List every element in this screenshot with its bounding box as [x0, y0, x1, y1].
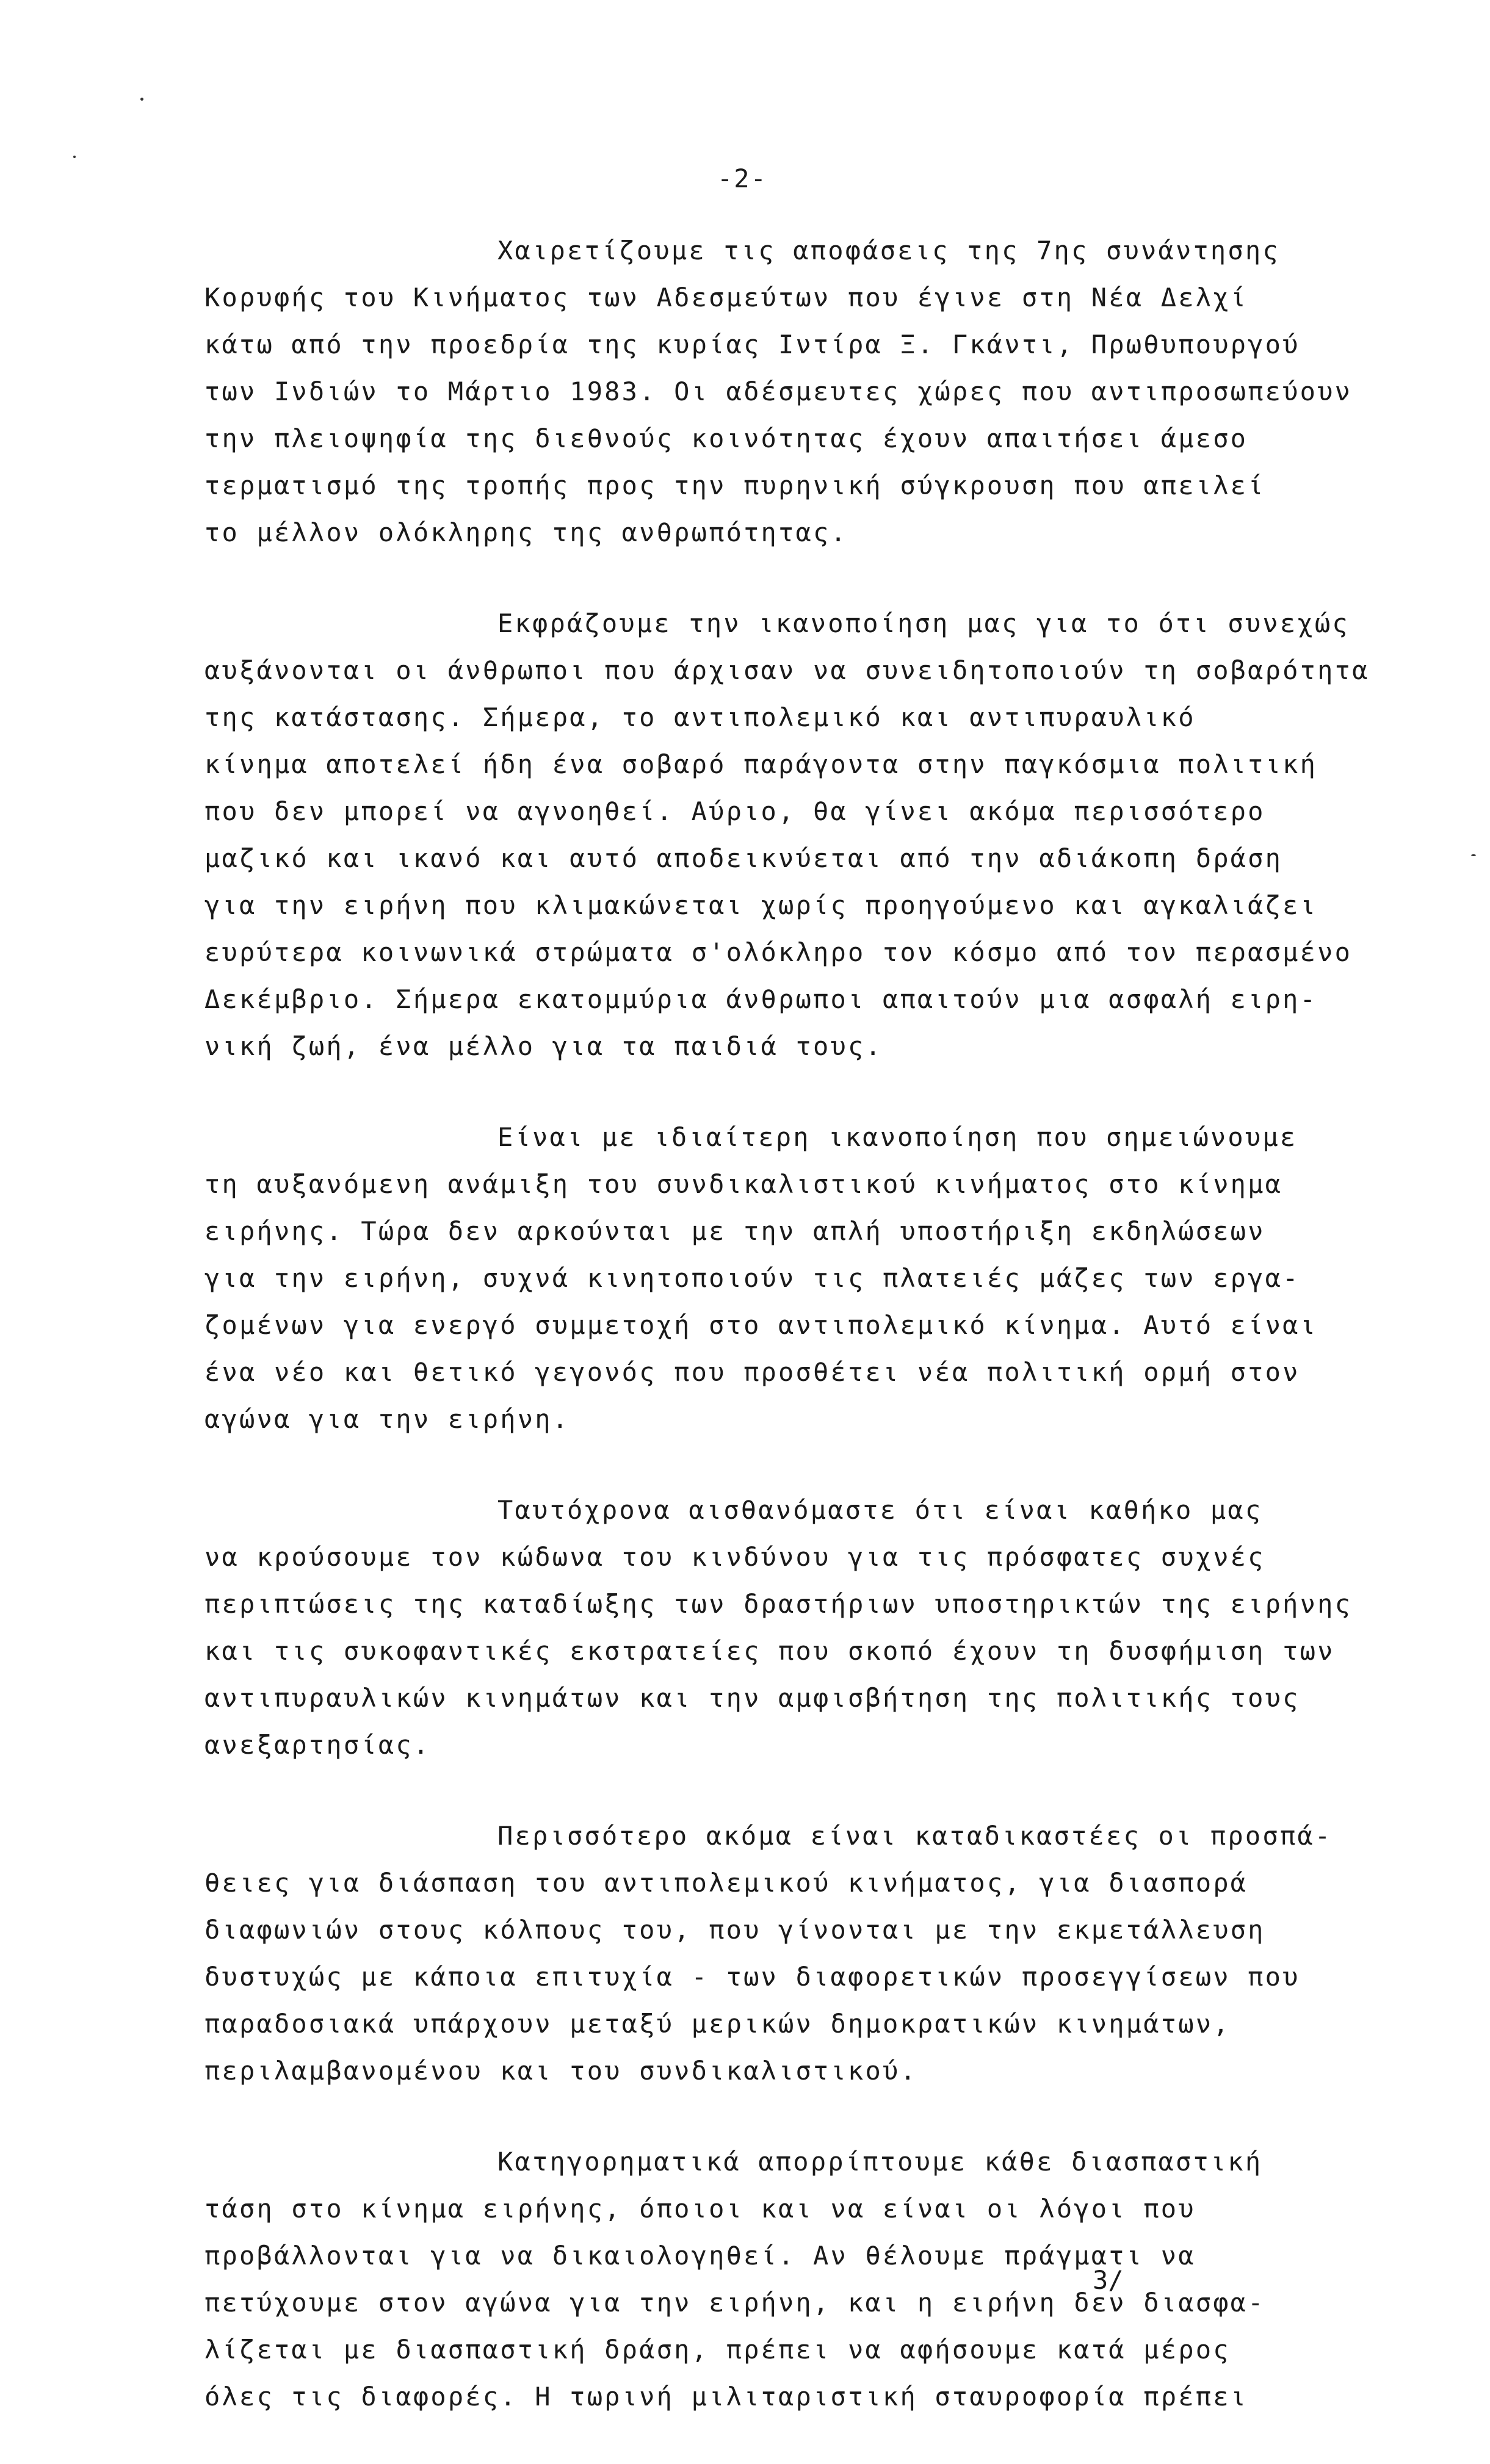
- text-line: ανεξαρτησίας.: [204, 1730, 431, 1760]
- text-line: την πλειοψηφία της διεθνούς κοινότητας έχουν απαιτήσει άμεσο: [204, 423, 1248, 453]
- text-line: για την ειρήνη, συχνά κινητοποιούν τις πλατειές μάζες των εργα-: [204, 1263, 1300, 1293]
- text-line: αυξάνονται οι άνθρωποι που άρχισαν να συνειδητοποιούν τη σοβαρότητα: [204, 655, 1370, 685]
- paragraph-4: [204, 1486, 1425, 1768]
- text-line: διαφωνιών στους κόλπους του, που γίνονται με την εκμετάλλευση: [204, 1915, 1265, 1945]
- text-line: περιπτώσεις της καταδίωξης των δραστήριων υποστηρικτών της ειρήνης: [204, 1589, 1353, 1619]
- scan-speck: [140, 98, 143, 101]
- text-line: αντιπυραυλικών κινημάτων και την αμφισβήτηση της πολιτικής τους: [204, 1683, 1300, 1713]
- page-number: -2-: [717, 164, 767, 193]
- text-line: τάση στο κίνημα ειρήνης, όποιοι και να είναι οι λόγοι που: [204, 2194, 1196, 2224]
- text-line: κίνημα αποτελεί ήδη ένα σοβαρό παράγοντα στην παγκόσμια πολιτική: [204, 749, 1318, 779]
- paragraph-2: [204, 600, 1425, 1070]
- text-line: προβάλλονται για να δικαιολογηθεί. Αν θέλουμε πράγματι να: [204, 2241, 1196, 2271]
- text-line: παραδοσιακά υπάρχουν μεταξύ μερικών δημοκρατικών κινημάτων,: [204, 2009, 1231, 2039]
- text-line: της κατάστασης. Σήμερα, το αντιπολεμικό και αντιπυραυλικό: [204, 702, 1196, 732]
- text-line: τη αυξανόμενη ανάμιξη του συνδικαλιστικού κινήματος στο κίνημα: [204, 1169, 1283, 1199]
- text-line: Εκφράζουμε την ικανοποίηση μας για το ότι συνεχώς: [497, 608, 1350, 638]
- text-line: που δεν μπορεί να αγνοηθεί. Αύριο, θα γίνει ακόμα περισσότερο: [204, 796, 1265, 826]
- text-line: Είναι με ιδιαίτερη ικανοποίηση που σημειώνουμε: [497, 1122, 1298, 1152]
- text-line: ειρήνης. Τώρα δεν αρκούνται με την απλή υποστήριξη εκδηλώσεων: [204, 1216, 1265, 1246]
- text-line: όλες τις διαφορές. Η τωρινή μιλιταριστική σταυροφορία πρέπει: [204, 2382, 1248, 2412]
- text-line: Περισσότερο ακόμα είναι καταδικαστέες οι προσπά-: [497, 1821, 1333, 1851]
- text-line: Κορυφής του Κινήματος των Αδεσμεύτων που έγινε στη Νέα Δελχί: [204, 283, 1248, 312]
- text-line: Κατηγορηματικά απορρίπτουμε κάθε διασπαστική: [497, 2147, 1263, 2177]
- text-line: Ταυτόχρονα αισθανόμαστε ότι είναι καθήκο μας: [497, 1495, 1263, 1525]
- text-line: τερματισμό της τροπής προς την πυρηνική σύγκρουση που απειλεί: [204, 470, 1265, 500]
- paragraph-6: [204, 2138, 1425, 2420]
- scan-speck: [1471, 854, 1476, 856]
- text-line: και τις συκοφαντικές εκστρατείες που σκοπό έχουν τη δυσφήμιση των: [204, 1636, 1335, 1666]
- text-line: μαζικό και ικανό και αυτό αποδεικνύεται από την αδιάκοπη δράση: [204, 843, 1283, 873]
- document-body: [204, 227, 1425, 2464]
- paragraph-5: [204, 1812, 1425, 2094]
- text-line: πετύχουμε στον αγώνα για την ειρήνη, και η ειρήνη δεν διασφα-: [204, 2288, 1265, 2318]
- text-line: Δεκέμβριο. Σήμερα εκατομμύρια άνθρωποι απαιτούν μια ασφαλή ειρη-: [204, 984, 1318, 1014]
- text-line: το μέλλον ολόκληρης της ανθρωπότητας.: [204, 517, 848, 547]
- text-line: ένα νέο και θετικό γεγονός που προσθέτει νέα πολιτική ορμή στον: [204, 1357, 1300, 1387]
- text-line: να κρούσουμε τον κώδωνα του κινδύνου για τις πρόσφατες συχνές: [204, 1542, 1265, 1572]
- scan-speck: [73, 156, 76, 158]
- text-line: θειες για διάσπαση του αντιπολεμικού κινήματος, για διασπορά: [204, 1868, 1248, 1898]
- text-line: κάτω από την προεδρία της κυρίας Ιντίρα Ξ. Γκάντι, Πρωθυπουργού: [204, 330, 1300, 359]
- text-line: των Ινδιών το Μάρτιο 1983. Οι αδέσμευτες χώρες που αντιπροσωπεύουν: [204, 376, 1353, 406]
- continuation-marker: 3/: [1093, 2265, 1124, 2295]
- text-line: λίζεται με διασπαστική δράση, πρέπει να αφήσουμε κατά μέρος: [204, 2335, 1231, 2365]
- text-line: νική ζωή, ένα μέλλο για τα παιδιά τους.: [204, 1031, 883, 1061]
- paragraph-3: [204, 1114, 1425, 1443]
- text-line: για την ειρήνη που κλιμακώνεται χωρίς προηγούμενο και αγκαλιάζει: [204, 890, 1318, 920]
- text-line: ζομένων για ενεργό συμμετοχή στο αντιπολεμικό κίνημα. Αυτό είναι: [204, 1310, 1318, 1340]
- text-line: ευρύτερα κοινωνικά στρώματα σ'ολόκληρο τον κόσμο από τον περασμένο: [204, 937, 1353, 967]
- text-line: περιλαμβανομένου και του συνδικαλιστικού.: [204, 2056, 917, 2086]
- text-line: αγώνα για την ειρήνη.: [204, 1404, 570, 1434]
- paragraph-1: [204, 227, 1425, 556]
- text-line: δυστυχώς με κάποια επιτυχία - των διαφορετικών προσεγγίσεων που: [204, 1962, 1300, 1992]
- text-line: Χαιρετίζουμε τις αποφάσεις της 7ης συνάντησης: [497, 236, 1280, 265]
